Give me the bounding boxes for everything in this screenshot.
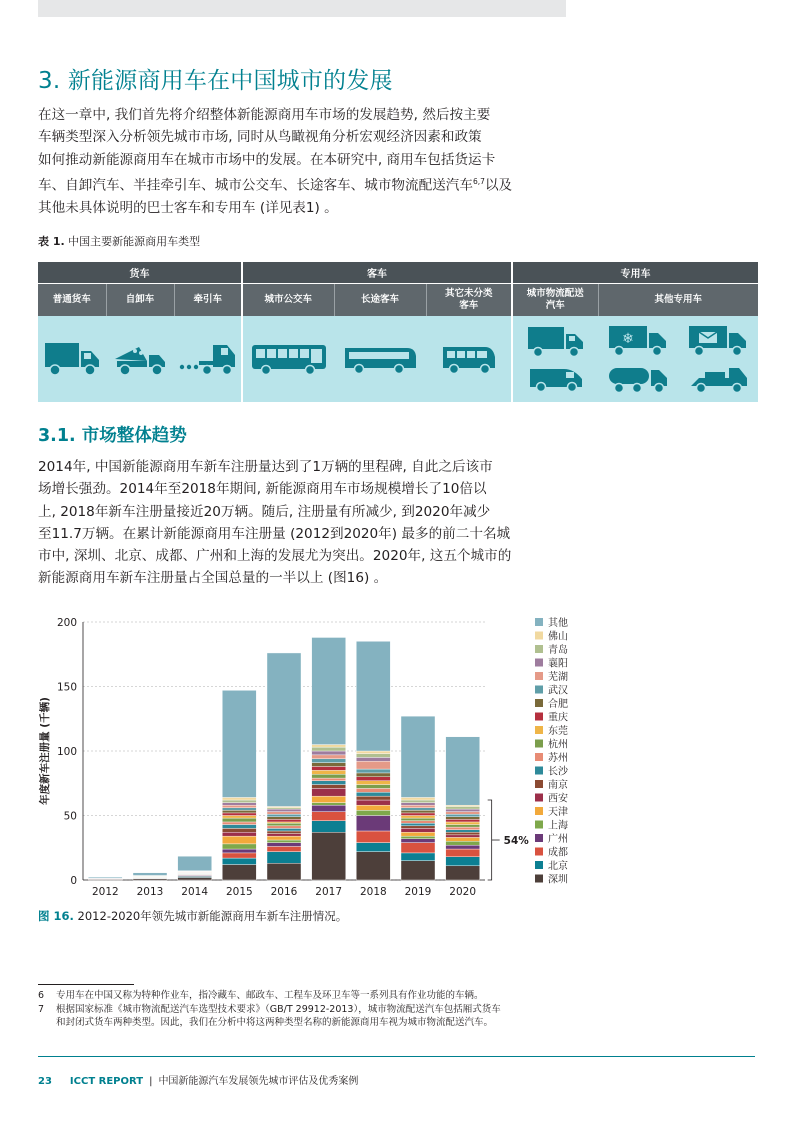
legend-label: 长沙 (548, 766, 568, 778)
legend-label: 青岛 (548, 645, 568, 656)
report-name: ICCT REPORT (69, 1076, 144, 1087)
bar-segment (133, 873, 167, 876)
footnote-6: 6 专用车在中国又称为特种作业车，指冷藏车、邮政车、工程车及环卫车等一系列具有作业功能的车辆。 (38, 990, 484, 1001)
legend-label: 襄阳 (548, 658, 568, 670)
bar-segment (267, 836, 301, 840)
svg-text:❄: ❄ (622, 331, 634, 347)
bar-segment (267, 817, 301, 820)
legend-label: 北京 (548, 861, 568, 872)
top-gray-band (38, 0, 566, 17)
subtype-header: 城市公交车 (242, 284, 334, 317)
bar-segment (222, 818, 256, 822)
legend-swatch (535, 767, 543, 775)
x-tick-label: 2016 (270, 886, 298, 898)
bar-segment (446, 812, 480, 815)
legend-swatch (535, 861, 543, 869)
registration-stacked-bar-chart (38, 610, 598, 910)
bar-segment (401, 803, 435, 806)
legend-swatch (535, 726, 543, 734)
legend-swatch (535, 618, 543, 626)
bar-segment (356, 843, 390, 852)
cargo-truck-icon (38, 316, 106, 402)
subtype-header: 其它未分类客车 (426, 284, 512, 317)
bar-segment (267, 863, 301, 880)
legend-label: 芜湖 (548, 672, 568, 683)
body-line: 上, 2018年新车注册量接近20万辆。随后, 注册量有所减少, 到2020年减少 (38, 503, 491, 520)
bar-segment (401, 808, 435, 811)
bar-segment (356, 777, 390, 781)
body-line: 市中, 深圳、北京、成都、广州和上海的发展尤为突出。2020年, 这五个城市的 (38, 548, 512, 565)
intro-line: 其他未具体说明的巴士客车和专用车 (详见表1) 。 (38, 199, 338, 216)
bar-segment (267, 843, 301, 847)
bar-segment (356, 796, 390, 800)
bar-segment (446, 835, 480, 838)
y-tick-label: 200 (56, 617, 77, 629)
x-tick-label: 2015 (225, 886, 253, 898)
special-vehicle-icons (598, 316, 758, 402)
bar-segment (312, 812, 346, 821)
bar-segment (401, 797, 435, 800)
legend-label: 重庆 (548, 712, 568, 724)
bar-segment (446, 737, 480, 805)
x-tick-label: 2020 (449, 886, 477, 898)
bar-segment (312, 821, 346, 833)
bar-segment (222, 853, 256, 858)
bar-segment (222, 828, 256, 832)
bar-segment (312, 778, 346, 781)
bar-segment (446, 806, 480, 809)
bar-segment (178, 856, 212, 870)
share-bracket (488, 800, 492, 880)
bar-segment (222, 805, 256, 808)
section-title: 3. 新能源商用车在中国城市的发展 (38, 68, 393, 94)
y-axis-label: 年度新车注册量 (千辆) (39, 697, 51, 805)
subtype-header: 普通货车 (38, 284, 106, 317)
legend-swatch (535, 740, 543, 748)
bar-segment (222, 808, 256, 811)
bar-segment (446, 830, 480, 833)
legend-label: 东莞 (548, 726, 568, 737)
bar-segment (267, 812, 301, 815)
footer-rule (38, 1056, 755, 1057)
bar-segment (312, 805, 346, 811)
bar-segment (267, 834, 301, 837)
street-sweeper-icon (687, 364, 749, 394)
page-number: 23 (38, 1076, 52, 1087)
page-footer: 23 ICCT REPORT | 中国新能源汽车发展领先城市评估及优秀案例 (38, 1076, 359, 1087)
bar-segment (312, 759, 346, 763)
bar-segment (222, 800, 256, 803)
bar-segment (401, 821, 435, 824)
subtype-header: 城市物流配送汽车 (512, 284, 598, 317)
bar-segment (267, 809, 301, 812)
bar-segment (222, 813, 256, 816)
intro-line: 车辆类型深入分析领先城市市场, 同时从鸟瞰视角分析宏观经济因素和政策 (38, 129, 482, 146)
bar-segment (222, 810, 256, 813)
legend-label: 佛山 (548, 631, 568, 643)
bar-segment (312, 788, 346, 796)
bar-segment (267, 846, 301, 851)
y-tick-label: 100 (56, 746, 77, 758)
subtype-header: 牵引车 (174, 284, 242, 317)
bar-segment (401, 843, 435, 853)
bar-segment (356, 773, 390, 777)
bar-segment (401, 832, 435, 836)
bar-segment (401, 828, 435, 832)
bar-segment (356, 757, 390, 761)
share-annotation: 54% (503, 835, 529, 848)
footnote-7: 7 根据国家标准《城市物流配送汽车选型技术要求》（GB/T 29912-2013），城市物流配送汽车包括厢式货车 和封闭式货车两种类型。因此，我们在分析中将这两种类型名称的新能源商用车视为城市物流配送汽车。 (38, 1004, 501, 1028)
x-tick-label: 2014 (181, 886, 209, 898)
bar-segment (312, 763, 346, 767)
bar-segment (222, 803, 256, 806)
subsection-title: 3.1. 市场整体趋势 (38, 426, 187, 446)
bar-segment (222, 844, 256, 849)
group-header-bus: 客车 (242, 262, 512, 284)
bar-segment (356, 785, 390, 789)
bar-segment (401, 853, 435, 861)
legend-label: 苏州 (548, 753, 568, 764)
legend-label: 其他 (548, 618, 568, 629)
legend-label: 杭州 (548, 739, 568, 751)
bar-segment (356, 831, 390, 843)
postal-truck-icon (687, 324, 749, 358)
bar-segment (446, 845, 480, 849)
legend-label: 天津 (548, 807, 568, 818)
group-header-special: 专用车 (512, 262, 758, 284)
body-line: 至11.7万辆。在累计新能源商用车注册量 (2012到2020年) 最多的前二十名城 (38, 525, 511, 542)
subtype-header: 自卸车 (106, 284, 174, 317)
bar-segment (401, 839, 435, 843)
subtype-header: 其他专用车 (598, 284, 758, 317)
legend-label: 合肥 (548, 699, 568, 710)
body-line: 2014年, 中国新能源商用车新车注册量达到了1万辆的里程碑, 自此之后该市 (38, 459, 493, 475)
market-trend-paragraph (38, 456, 578, 590)
footnote-rule (38, 984, 134, 985)
bar-segment (222, 832, 256, 836)
bar-segment (446, 866, 480, 880)
bar-segment (446, 827, 480, 830)
bar-segment (446, 825, 480, 828)
bar-segment (356, 769, 390, 773)
bar-segment (356, 754, 390, 758)
bar-segment (267, 826, 301, 829)
bar-segment (222, 816, 256, 819)
bar-segment (446, 857, 480, 866)
table-caption: 表 1. 中国主要新能源商用车类型 (38, 235, 201, 248)
legend-label: 广州 (548, 834, 568, 845)
bar-segment (446, 849, 480, 857)
subtype-header: 长途客车 (334, 284, 426, 317)
y-tick-label: 0 (70, 875, 77, 887)
bar-segment (312, 766, 346, 770)
legend-swatch (535, 632, 543, 640)
bar-segment (446, 819, 480, 822)
bar-segment (356, 641, 390, 751)
bar-segment (401, 800, 435, 803)
group-header-truck: 货车 (38, 262, 242, 284)
legend-swatch (535, 699, 543, 707)
bar-segment (178, 877, 212, 880)
x-tick-label: 2019 (404, 886, 432, 898)
bar-segment (222, 849, 256, 853)
bar-segment (312, 796, 346, 802)
vehicle-type-table (38, 262, 758, 402)
city-bus-icon (242, 316, 334, 402)
bar-segment (222, 822, 256, 825)
legend-swatch (535, 834, 543, 842)
bar-segment (312, 637, 346, 744)
body-line: 场增长强劲。2014年至2018年期间, 新能源商用车市场规模增长了10倍以 (38, 481, 487, 498)
bar-segment (267, 814, 301, 817)
bar-segment (401, 826, 435, 829)
bar-segment (88, 877, 122, 878)
report-title: 中国新能源汽车发展领先城市评估及优秀案例 (158, 1076, 359, 1087)
legend-swatch (535, 672, 543, 680)
legend-swatch (535, 807, 543, 815)
bar-segment (401, 805, 435, 808)
legend-swatch (535, 645, 543, 653)
bar-segment (312, 747, 346, 751)
refrigerated-truck-icon (607, 324, 669, 358)
bar-segment (446, 817, 480, 820)
intro-paragraph (38, 104, 578, 219)
legend-label: 成都 (548, 847, 568, 859)
logistics-van-icon (512, 316, 598, 402)
bar-segment (222, 690, 256, 797)
bar-segment (312, 774, 346, 778)
bar-segment (312, 770, 346, 774)
bar-segment (446, 809, 480, 812)
bar-segment (401, 818, 435, 821)
intro-line: 车、自卸汽车、半挂牵引车、城市公交车、长途客车、城市物流配送汽车$^{6,7}$以及 (38, 176, 513, 194)
figure-caption: 图 16. 2012-2020年领先城市新能源商用车新车注册情况。 (38, 909, 348, 923)
intro-line: 如何推动新能源商用车在城市市场中的发展。在本研究中, 商用车包括货运卡 (38, 151, 496, 168)
bar-segment (312, 755, 346, 759)
bar-segment (446, 841, 480, 845)
dump-truck-icon (106, 316, 174, 402)
x-tick-label: 2018 (359, 886, 387, 898)
minibus-icon (426, 316, 512, 402)
bar-segment (356, 751, 390, 754)
bar-segment (356, 805, 390, 810)
bar-segment (222, 865, 256, 880)
bar-segment (446, 837, 480, 841)
tanker-truck-icon (607, 364, 669, 394)
legend-swatch (535, 713, 543, 721)
bar-segment (356, 761, 390, 769)
legend-label: 西安 (548, 793, 568, 805)
bar-segment (267, 653, 301, 807)
bar-segment (312, 832, 346, 880)
legend-swatch (535, 875, 543, 883)
bar-segment (401, 816, 435, 819)
bar-segment (446, 822, 480, 825)
body-line: 新能源商用车新车注册量占全国总量的一半以上 (图16) 。 (38, 570, 388, 587)
bar-segment (401, 861, 435, 880)
bar-segment (356, 852, 390, 880)
legend-label: 深圳 (548, 874, 568, 886)
intro-line: 在这一章中, 我们首先将介绍整体新能源商用车市场的发展趋势, 然后按主要 (38, 107, 491, 123)
bar-segment (267, 819, 301, 822)
bar-segment (356, 800, 390, 805)
bar-segment (312, 803, 346, 806)
bar-segment (267, 828, 301, 831)
bar-segment (401, 810, 435, 813)
bar-segment (401, 716, 435, 797)
x-tick-label: 2013 (136, 886, 164, 898)
bar-segment (446, 832, 480, 835)
legend-label: 上海 (548, 820, 568, 832)
x-tick-label: 2017 (315, 886, 343, 898)
bar-segment (356, 781, 390, 785)
bar-segment (267, 823, 301, 826)
bar-segment (312, 751, 346, 755)
bar-segment (356, 792, 390, 796)
footnote-ref: 6,7 (473, 176, 485, 186)
legend-swatch (535, 821, 543, 829)
legend-label: 南京 (548, 780, 568, 791)
bar-segment (356, 788, 390, 792)
bar-segment (267, 852, 301, 864)
bar-segment (222, 825, 256, 829)
legend-swatch (535, 794, 543, 802)
bar-segment (401, 813, 435, 816)
bar-segment (401, 836, 435, 839)
bar-segment (446, 814, 480, 817)
legend-swatch (535, 848, 543, 856)
bar-segment (222, 836, 256, 844)
bar-segment (356, 816, 390, 831)
bar-segment (312, 745, 346, 748)
legend-swatch (535, 686, 543, 694)
bar-segment (267, 831, 301, 834)
legend-swatch (535, 780, 543, 788)
bar-segment (312, 785, 346, 789)
x-tick-label: 2012 (91, 886, 119, 898)
bar-segment (356, 810, 390, 815)
coach-bus-icon (334, 316, 426, 402)
legend-swatch (535, 659, 543, 667)
bar-segment (222, 797, 256, 800)
y-tick-label: 150 (56, 681, 77, 694)
legend-swatch (535, 753, 543, 761)
y-tick-label: 50 (63, 810, 77, 823)
bar-segment (222, 858, 256, 864)
tractor-truck-icon (174, 316, 242, 402)
legend-label: 武汉 (548, 685, 568, 697)
bar-segment (267, 840, 301, 843)
bar-segment (312, 781, 346, 785)
bar-segment (401, 823, 435, 826)
